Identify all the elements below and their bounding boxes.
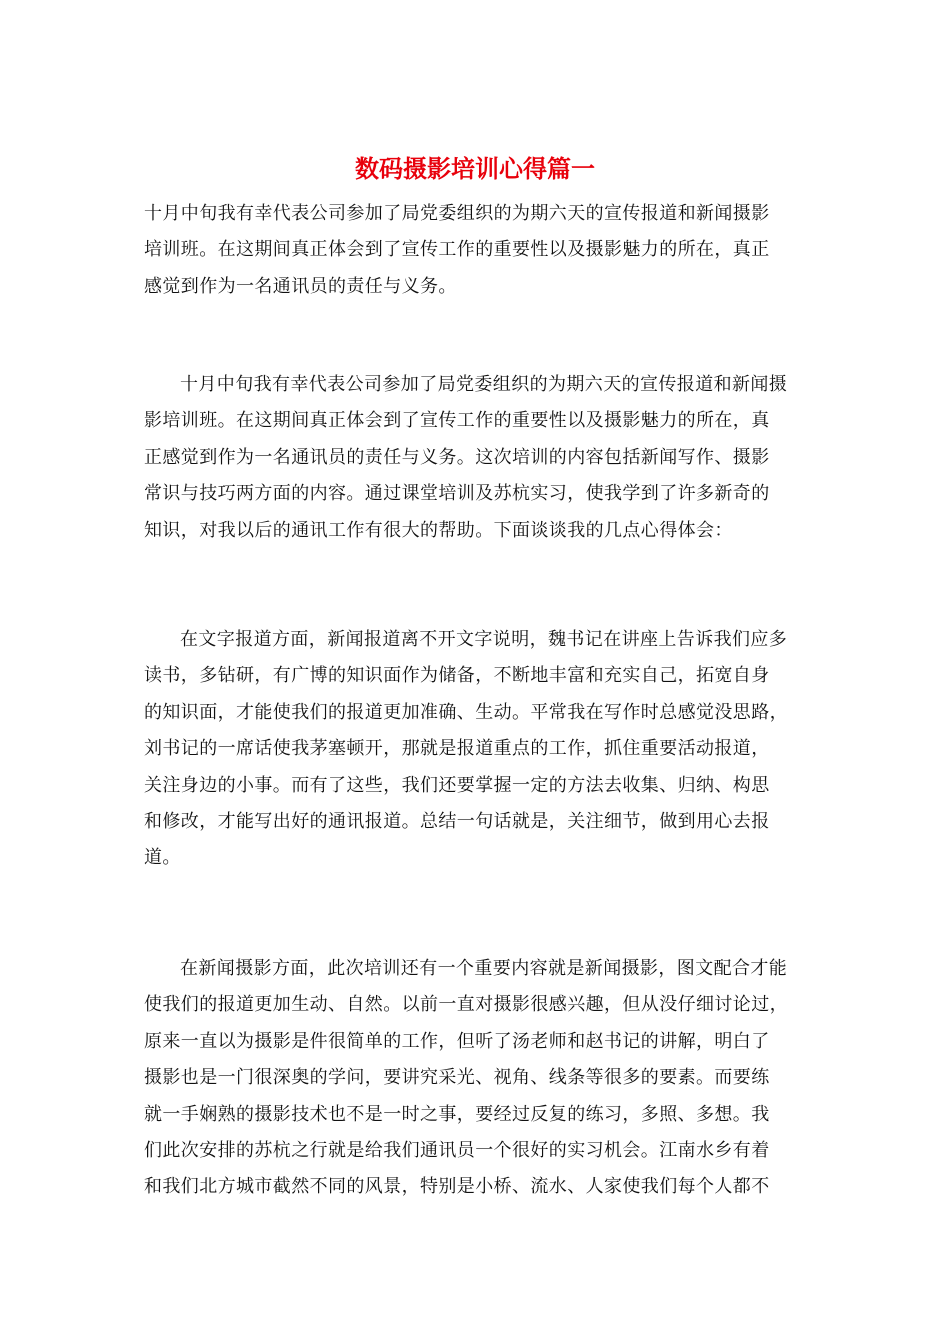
text-line: 十月中旬我有幸代表公司参加了局党委组织的为期六天的宣传报道和新闻摄影 [144, 203, 770, 224]
text-line: 原来一直以为摄影是件很简单的工作，但听了汤老师和赵书记的讲解，明白了 [144, 1030, 770, 1052]
text-line: 培训班。在这期间真正体会到了宣传工作的重要性以及摄影魅力的所在，真正 [144, 239, 770, 261]
text-line: 们此次安排的苏杭之行就是给我们通讯员一个很好的实习机会。江南水乡有着 [144, 1140, 770, 1162]
text-line: 就一手娴熟的摄影技术也不是一时之事，要经过反复的练习，多照、多想。我 [144, 1103, 770, 1125]
text-line: 知识，对我以后的通讯工作有很大的帮助。下面谈谈我的几点心得体会： [144, 519, 733, 541]
text-line: 影培训班。在这期间真正体会到了宣传工作的重要性以及摄影魅力的所在，真 [144, 410, 770, 432]
text-line: 和修改，才能写出好的通讯报道。总结一句话就是，关注细节，做到用心去报 [144, 811, 770, 833]
text-line: 在文字报道方面，新闻报道离不开文字说明，魏书记在讲座上告诉我们应多 [180, 629, 788, 650]
text-line: 使我们的报道更加生动、自然。以前一直对摄影很感兴趣，但从没仔细讨论过， [144, 994, 788, 1016]
document-title: 数码摄影培训心得篇一 [355, 154, 595, 183]
text-line: 在新闻摄影方面，此次培训还有一个重要内容就是新闻摄影，图文配合才能 [180, 958, 788, 979]
text-line: 的知识面，才能使我们的报道更加准确、生动。平常我在写作时总感觉没思路， [144, 701, 788, 723]
text-line: 摄影也是一门很深奥的学问，要讲究采光、视角、线条等很多的要素。而要练 [144, 1067, 770, 1089]
text-line: 常识与技巧两方面的内容。通过课堂培训及苏杭实习，使我学到了许多新奇的 [144, 483, 770, 505]
text-line: 正感觉到作为一名通讯员的责任与义务。这次培训的内容包括新闻写作、摄影 [144, 446, 770, 468]
body-paragraph-1 [144, 367, 808, 549]
text-line: 感觉到作为一名通讯员的责任与义务。 [144, 275, 457, 297]
intro-paragraph [144, 196, 808, 305]
body-paragraph-3 [144, 951, 808, 1206]
text-line: 读书，多钻研，有广博的知识面作为储备，不断地丰富和充实自己，拓宽自身 [144, 665, 770, 687]
text-line: 十月中旬我有幸代表公司参加了局党委组织的为期六天的宣传报道和新闻摄 [180, 374, 788, 395]
text-line: 和我们北方城市截然不同的风景，特别是小桥、流水、人家使我们每个人都不 [144, 1176, 770, 1198]
text-line: 关注身边的小事。而有了这些，我们还要掌握一定的方法去收集、归纳、构思 [144, 774, 770, 796]
body-paragraph-2 [144, 622, 808, 877]
text-line: 道。 [144, 847, 181, 869]
text-line: 刘书记的一席话使我茅塞顿开，那就是报道重点的工作，抓住重要活动报道， [144, 738, 770, 760]
